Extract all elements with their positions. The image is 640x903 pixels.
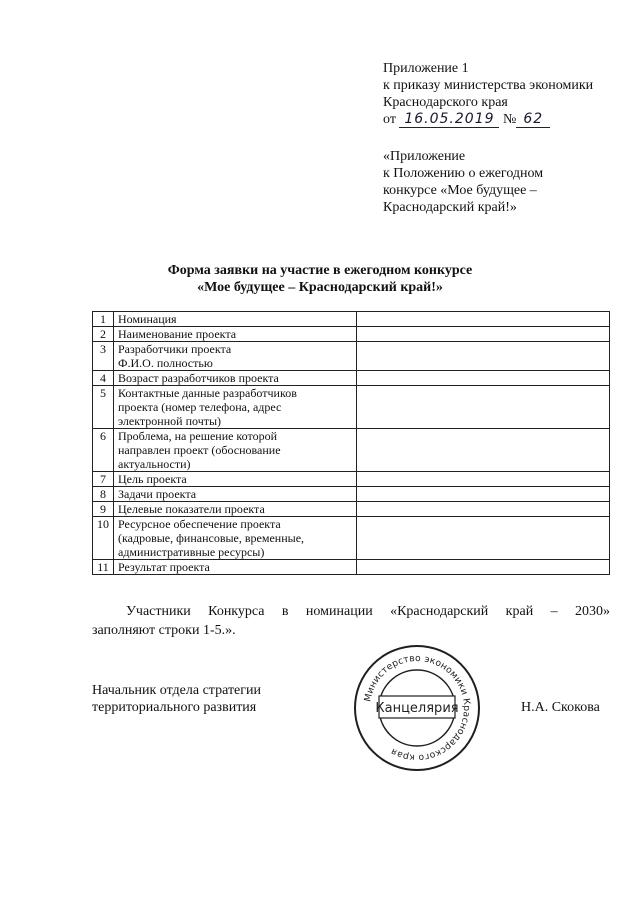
form-title-line-1: Форма заявки на участие в ежегодном конкурсе — [167, 263, 473, 278]
stamp-center-text: Канцелярия — [375, 701, 459, 716]
row-value-field[interactable] — [357, 371, 610, 386]
date-prefix: от — [383, 112, 396, 127]
row-label: Возраст разработчиков проекта — [114, 371, 357, 386]
office-stamp — [352, 643, 482, 773]
row-value-field[interactable] — [357, 327, 610, 342]
annex-date-line — [383, 111, 593, 128]
form-title-line-2: «Мое будущее – Краснодарский край!» — [197, 280, 443, 295]
row-label: Номинация — [114, 312, 357, 327]
row-number: 10 — [93, 517, 114, 560]
stamp-ring-text: Министерство экономики Краснодарского края — [362, 652, 473, 764]
form-row — [93, 386, 610, 429]
form-row — [93, 312, 610, 327]
date-value: 16.05.2019 — [399, 112, 499, 128]
row-value-field[interactable] — [357, 342, 610, 371]
row-label: Цель проекта — [114, 472, 357, 487]
row-number: 2 — [93, 327, 114, 342]
row-value-field[interactable] — [357, 429, 610, 472]
form-row — [93, 371, 610, 386]
row-number: 11 — [93, 560, 114, 575]
row-label: Задачи проекта — [114, 487, 357, 502]
signatory-position — [92, 682, 261, 716]
form-title — [0, 262, 640, 296]
row-value-field[interactable] — [357, 472, 610, 487]
annex2-line-2: к Положению о ежегодном — [383, 166, 544, 181]
form-row — [93, 429, 610, 472]
row-value-field[interactable] — [357, 517, 610, 560]
row-number: 1 — [93, 312, 114, 327]
row-value-field[interactable] — [357, 386, 610, 429]
row-number: 7 — [93, 472, 114, 487]
instruction-line-1: Участники Конкурса в номинации «Краснодарский край – 2030» — [126, 604, 610, 619]
annex2-line-3: конкурсе «Мое будущее – — [383, 183, 537, 198]
row-number: 6 — [93, 429, 114, 472]
annex-header — [383, 60, 593, 128]
row-value-field[interactable] — [357, 560, 610, 575]
row-number: 4 — [93, 371, 114, 386]
row-number: 3 — [93, 342, 114, 371]
form-row — [93, 502, 610, 517]
instruction-note — [92, 602, 610, 640]
row-label: Ресурсное обеспечение проекта (кадровые, финансовые, временные, административные ресурсы) — [114, 517, 357, 560]
form-row — [93, 517, 610, 560]
form-row — [93, 327, 610, 342]
row-label: Наименование проекта — [114, 327, 357, 342]
row-label: Разработчики проекта Ф.И.О. полностью — [114, 342, 357, 371]
row-number: 5 — [93, 386, 114, 429]
row-value-field[interactable] — [357, 312, 610, 327]
row-value-field[interactable] — [357, 487, 610, 502]
row-label: Результат проекта — [114, 560, 357, 575]
row-label: Проблема, на решение которой направлен проект (обоснование актуальности) — [114, 429, 357, 472]
position-line-2: территориального развития — [92, 700, 257, 715]
signatory-name: Н.А. Скокова — [521, 700, 600, 715]
application-form-table — [92, 311, 610, 575]
form-row — [93, 472, 610, 487]
row-label: Целевые показатели проекта — [114, 502, 357, 517]
form-row — [93, 560, 610, 575]
row-number: 9 — [93, 502, 114, 517]
row-value-field[interactable] — [357, 502, 610, 517]
annex2-line-1: «Приложение — [383, 149, 466, 164]
annex2-line-4: Краснодарский край!» — [383, 200, 517, 215]
annex-line-3: Краснодарского края — [383, 95, 508, 110]
number-prefix: № — [502, 112, 517, 127]
row-number: 8 — [93, 487, 114, 502]
form-row — [93, 342, 610, 371]
row-label: Контактные данные разработчиков проекта (номер телефона, адрес электронной почты) — [114, 386, 357, 429]
instruction-line-2: заполняют строки 1-5.». — [92, 623, 236, 638]
annex-reference — [383, 148, 543, 216]
annex-line-1: Приложение 1 — [383, 61, 469, 76]
annex-line-2: к приказу министерства экономики — [383, 78, 594, 93]
position-line-1: Начальник отдела стратегии — [92, 683, 261, 698]
form-row — [93, 487, 610, 502]
number-value: 62 — [516, 112, 550, 128]
